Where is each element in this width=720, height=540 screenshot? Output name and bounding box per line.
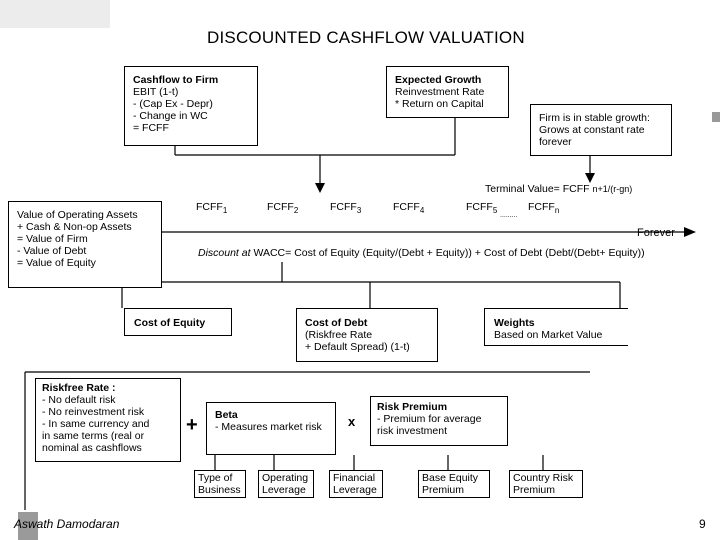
forever-label: Forever bbox=[637, 227, 675, 239]
cashflow-line: EBIT (1-t) bbox=[133, 86, 179, 98]
weights-box bbox=[484, 308, 628, 346]
terminal-value-label bbox=[485, 183, 632, 195]
cashflow-heading: Cashflow to Firm bbox=[133, 74, 219, 86]
value-of-firm-box bbox=[8, 201, 162, 288]
risk-premium-heading: Risk Premium bbox=[377, 401, 448, 413]
stable-line: forever bbox=[539, 136, 572, 148]
fcff-label: $FCFF_5$ bbox=[466, 201, 498, 216]
cost-equity-heading: Cost of Equity bbox=[134, 317, 206, 329]
driver-line: Business bbox=[198, 484, 241, 496]
risk-premium-box bbox=[370, 396, 508, 446]
driver-line: Leverage bbox=[333, 484, 377, 496]
driver-line: Base Equity bbox=[422, 472, 479, 484]
fcff-label: $FCFF_2$ bbox=[267, 201, 299, 216]
weights-heading: Weights bbox=[494, 317, 535, 329]
cost-of-debt-box bbox=[296, 308, 438, 362]
financial-leverage-box bbox=[329, 470, 383, 498]
driver-line: Type of bbox=[198, 472, 233, 484]
terminal-value-suffix: n+1/(r-gn) bbox=[592, 184, 633, 194]
risk-premium-line: - Premium for average bbox=[377, 413, 482, 425]
cost-debt-line: + Default Spread) (1-t) bbox=[305, 341, 410, 353]
riskfree-line: - In same currency and bbox=[42, 418, 150, 430]
value-line: Value of Operating Assets bbox=[17, 209, 138, 221]
stable-line: Firm is in stable growth: bbox=[539, 112, 650, 124]
riskfree-line: - No default risk bbox=[42, 394, 116, 406]
discount-line bbox=[198, 247, 645, 259]
riskfree-line: in same terms (real or bbox=[42, 430, 145, 442]
wacc-formula: WACC= Cost of Equity (Equity/(Debt + Equity)) + Cost of Debt (Debt/(Debt+ Equity)) bbox=[253, 247, 645, 259]
value-line: = Value of Equity bbox=[17, 257, 96, 269]
driver-line: Leverage bbox=[262, 484, 306, 496]
cost-debt-line: (Riskfree Rate bbox=[305, 329, 373, 341]
fcff-label: $FCFF_1$ bbox=[196, 201, 228, 216]
value-line: = Value of Firm bbox=[17, 233, 88, 245]
beta-box bbox=[206, 402, 336, 455]
weights-line: Based on Market Value bbox=[494, 329, 603, 341]
driver-line: Operating bbox=[262, 472, 309, 484]
riskfree-heading: Riskfree Rate : bbox=[42, 382, 116, 394]
cost-of-equity-box bbox=[124, 308, 232, 336]
type-of-business-box bbox=[194, 470, 246, 498]
fcff-label: $FCFF_4$ bbox=[393, 201, 425, 216]
plus-operator: + bbox=[186, 414, 198, 436]
beta-heading: Beta bbox=[215, 409, 238, 421]
growth-line: * Return on Capital bbox=[395, 98, 484, 110]
cashflow-line: - (Cap Ex - Depr) bbox=[133, 98, 213, 110]
cashflow-to-firm-box bbox=[124, 66, 258, 146]
driver-line: Country Risk bbox=[513, 472, 574, 484]
value-line: - Value of Debt bbox=[17, 245, 87, 257]
operating-leverage-box bbox=[258, 470, 314, 498]
times-operator: x bbox=[348, 414, 356, 429]
timeline-dots: ......... bbox=[500, 212, 518, 219]
fcff-label: $FCFF_3$ bbox=[330, 201, 362, 216]
terminal-value-text: Terminal Value= FCFF bbox=[485, 183, 590, 195]
riskfree-line: - No reinvestment risk bbox=[42, 406, 145, 418]
cashflow-line: - Change in WC bbox=[133, 110, 208, 122]
page-title: DISCOUNTED CASHFLOW VALUATION bbox=[207, 28, 525, 47]
expected-growth-box bbox=[386, 66, 509, 118]
page-number: 9 bbox=[699, 517, 706, 531]
growth-heading: Expected Growth bbox=[395, 74, 482, 86]
growth-line: Reinvestment Rate bbox=[395, 86, 485, 98]
footer-author: Aswath Damodaran bbox=[14, 517, 120, 531]
riskfree-line: nominal as cashflows bbox=[42, 442, 142, 454]
driver-line: Premium bbox=[422, 484, 465, 496]
value-line: + Cash & Non-op Assets bbox=[17, 221, 132, 233]
cost-debt-heading: Cost of Debt bbox=[305, 317, 368, 329]
base-equity-premium-box bbox=[418, 470, 490, 498]
driver-line: Premium bbox=[513, 484, 556, 496]
cashflow-line: = FCFF bbox=[133, 122, 169, 134]
risk-premium-line: risk investment bbox=[377, 425, 448, 437]
riskfree-rate-box bbox=[35, 378, 181, 462]
country-risk-premium-box bbox=[509, 470, 583, 498]
stable-line: Grows at constant rate bbox=[539, 124, 645, 136]
driver-line: Financial bbox=[333, 472, 376, 484]
stable-growth-box bbox=[530, 104, 672, 156]
discount-label: Discount at bbox=[198, 247, 251, 259]
beta-line: - Measures market risk bbox=[215, 421, 322, 433]
fcff-label: $FCFF_n$ bbox=[528, 201, 560, 216]
